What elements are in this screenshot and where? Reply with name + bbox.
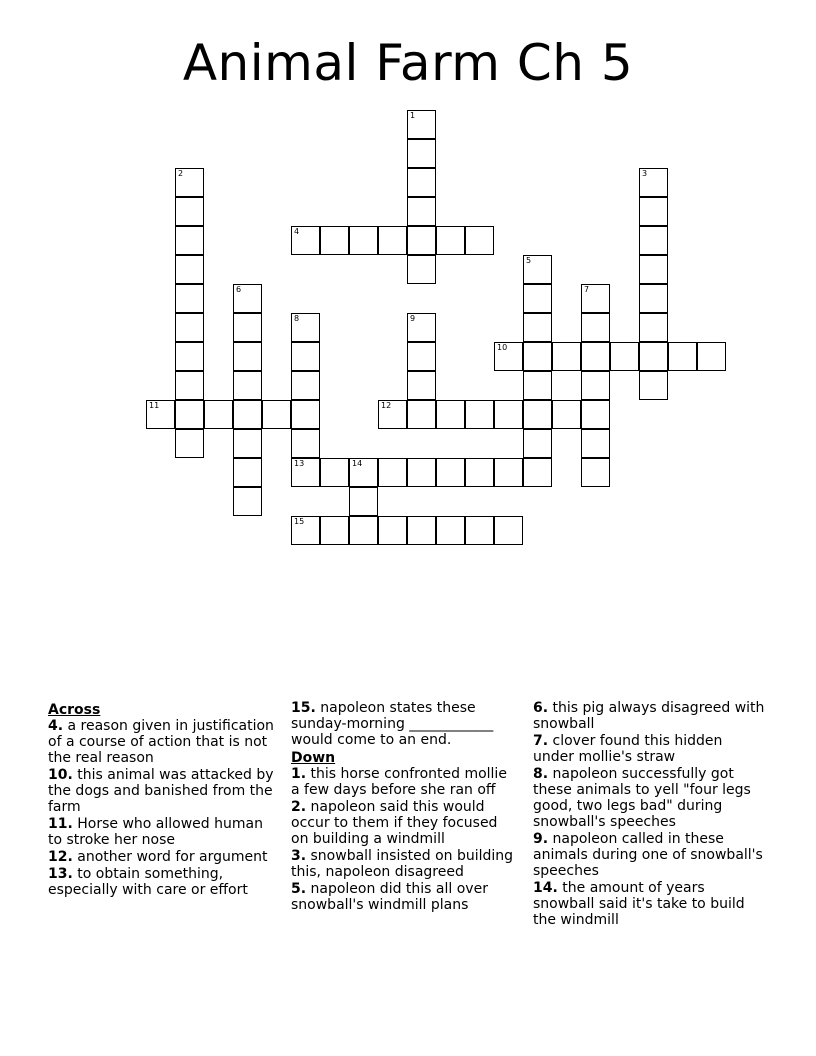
grid-cell[interactable] — [233, 487, 262, 516]
grid-cell[interactable] — [639, 226, 668, 255]
grid-cell[interactable] — [320, 458, 349, 487]
grid-cell[interactable] — [262, 400, 291, 429]
grid-cell[interactable] — [407, 110, 436, 139]
clue-down-2: 2. napoleon said this would occur to them if they focused on building a windmill — [291, 799, 498, 847]
grid-cell[interactable] — [639, 197, 668, 226]
grid-cell[interactable] — [233, 429, 262, 458]
grid-cell[interactable] — [639, 313, 668, 342]
grid-cell[interactable] — [378, 516, 407, 545]
grid-cell[interactable] — [233, 342, 262, 371]
grid-cell[interactable] — [639, 168, 668, 197]
grid-cell[interactable] — [552, 400, 581, 429]
grid-cell[interactable] — [407, 313, 436, 342]
grid-cell[interactable] — [233, 458, 262, 487]
grid-cell[interactable] — [349, 458, 378, 487]
grid-cell[interactable] — [523, 458, 552, 487]
grid-cell[interactable] — [494, 400, 523, 429]
cell-number: 12 — [381, 401, 392, 410]
grid-cell[interactable] — [465, 458, 494, 487]
clue-down-14: 14. the amount of years snowball said it's take to build the windmill — [533, 880, 745, 928]
grid-cell[interactable] — [175, 255, 204, 284]
grid-cell[interactable] — [349, 516, 378, 545]
grid-cell[interactable] — [291, 458, 320, 487]
grid-cell[interactable] — [175, 284, 204, 313]
grid-cell[interactable] — [639, 284, 668, 313]
cell-number: 6 — [236, 285, 242, 294]
grid-cell[interactable] — [436, 516, 465, 545]
clue-down-3: 3. snowball insisted on building this, napoleon disagreed — [291, 848, 514, 880]
clues-column-3 — [533, 700, 765, 929]
cell-number: 15 — [294, 517, 305, 526]
clue-down-6: 6. this pig always disagreed with snowball — [533, 700, 765, 732]
grid-cell[interactable] — [407, 516, 436, 545]
grid-cell[interactable] — [552, 342, 581, 371]
grid-cell[interactable] — [291, 400, 320, 429]
cell-number: 13 — [294, 459, 305, 468]
grid-cell[interactable] — [175, 313, 204, 342]
grid-cell[interactable] — [639, 371, 668, 400]
grid-cell[interactable] — [175, 342, 204, 371]
clue-down-7: 7. clover found this hidden under mollie's straw — [533, 733, 723, 765]
grid-cell[interactable] — [436, 400, 465, 429]
grid-cell[interactable] — [233, 284, 262, 313]
clue-down-5: 5. napoleon did this all over snowball's windmill plans — [291, 881, 488, 913]
grid-cell[interactable] — [523, 255, 552, 284]
cell-number: 2 — [178, 169, 184, 178]
grid-cell[interactable] — [610, 342, 639, 371]
grid-cell[interactable] — [291, 313, 320, 342]
grid-cell[interactable] — [291, 342, 320, 371]
grid-cell[interactable] — [204, 400, 233, 429]
grid-cell[interactable] — [407, 255, 436, 284]
cell-number: 4 — [294, 227, 300, 236]
grid-cell[interactable] — [581, 313, 610, 342]
grid-cell[interactable] — [407, 226, 436, 255]
grid-cell[interactable] — [436, 226, 465, 255]
grid-cell[interactable] — [494, 516, 523, 545]
grid-cell[interactable] — [581, 342, 610, 371]
grid-cell[interactable] — [581, 429, 610, 458]
grid-cell[interactable] — [175, 371, 204, 400]
grid-cell[interactable] — [175, 400, 204, 429]
clue-across-13: 13. to obtain something, especially with care or effort — [48, 866, 248, 898]
cell-number: 1 — [410, 111, 416, 120]
grid-cell[interactable] — [581, 371, 610, 400]
puzzle-title: Animal Farm Ch 5 — [182, 34, 634, 92]
down-heading: Down — [291, 750, 336, 766]
grid-cell[interactable] — [436, 458, 465, 487]
clue-across-4: 4. a reason given in justification of a course of action that is not the real reason — [48, 718, 274, 766]
grid-cell[interactable] — [175, 226, 204, 255]
grid-cell[interactable] — [378, 400, 407, 429]
grid-cell[interactable] — [581, 458, 610, 487]
clue-across-10: 10. this animal was attacked by the dogs and banished from the farm — [48, 767, 274, 815]
grid-cell[interactable] — [465, 516, 494, 545]
grid-cell[interactable] — [697, 342, 726, 371]
grid-cell[interactable] — [465, 400, 494, 429]
grid-cell[interactable] — [523, 371, 552, 400]
clue-across-11: 11. Horse who allowed human to stroke her nose — [48, 816, 263, 848]
clue-across-15: 15. napoleon states these sunday-morning ____________ would come to an end. — [291, 700, 494, 748]
grid-cell[interactable] — [320, 516, 349, 545]
grid-cell[interactable] — [523, 284, 552, 313]
clue-down-8: 8. napoleon successfully got these animals to yell "four legs good, two legs bad" during snowball's speeches — [533, 766, 751, 830]
grid-cell[interactable] — [523, 400, 552, 429]
clue-down-9: 9. napoleon called in these animals during one of snowball's speeches — [533, 831, 763, 879]
grid-cell[interactable] — [407, 400, 436, 429]
grid-cell[interactable] — [146, 400, 175, 429]
grid-cell[interactable] — [639, 342, 668, 371]
grid-cell[interactable] — [465, 226, 494, 255]
grid-cell[interactable] — [349, 487, 378, 516]
grid-cell[interactable] — [668, 342, 697, 371]
cell-number: 14 — [352, 459, 363, 468]
grid-cell[interactable] — [581, 400, 610, 429]
cell-number: 8 — [294, 314, 300, 323]
grid-cell[interactable] — [291, 226, 320, 255]
grid-cell[interactable] — [175, 429, 204, 458]
grid-cell[interactable] — [407, 371, 436, 400]
grid-cell[interactable] — [349, 226, 378, 255]
grid-cell[interactable] — [175, 197, 204, 226]
grid-cell[interactable] — [291, 429, 320, 458]
clues-column-2 — [291, 700, 515, 914]
grid-cell[interactable] — [291, 516, 320, 545]
grid-cell[interactable] — [407, 168, 436, 197]
grid-cell[interactable] — [175, 168, 204, 197]
grid-cell[interactable] — [407, 139, 436, 168]
grid-cell[interactable] — [494, 342, 523, 371]
grid-cell[interactable] — [581, 284, 610, 313]
grid-cell[interactable] — [407, 197, 436, 226]
grid-cell[interactable] — [378, 458, 407, 487]
grid-cell[interactable] — [407, 458, 436, 487]
grid-cell[interactable] — [523, 313, 552, 342]
grid-cell[interactable] — [523, 429, 552, 458]
grid-cell[interactable] — [320, 226, 349, 255]
clues-column-1 — [48, 700, 276, 899]
grid-cell[interactable] — [233, 313, 262, 342]
cell-number: 3 — [642, 169, 648, 178]
cell-number: 7 — [584, 285, 590, 294]
grid-cell[interactable] — [233, 371, 262, 400]
grid-cell[interactable] — [233, 400, 262, 429]
grid-cell[interactable] — [639, 255, 668, 284]
cell-number: 11 — [149, 401, 160, 410]
clue-across-12: 12. another word for argument — [48, 849, 268, 865]
cell-number: 10 — [497, 343, 508, 352]
grid-cell[interactable] — [378, 226, 407, 255]
grid-cell[interactable] — [523, 342, 552, 371]
grid-cell[interactable] — [291, 371, 320, 400]
grid-cell[interactable] — [494, 458, 523, 487]
cell-number: 5 — [526, 256, 532, 265]
grid-cell[interactable] — [407, 342, 436, 371]
cell-number: 9 — [410, 314, 416, 323]
across-heading: Across — [48, 702, 101, 718]
clue-down-1: 1. this horse confronted mollie a few days before she ran off — [291, 766, 507, 798]
